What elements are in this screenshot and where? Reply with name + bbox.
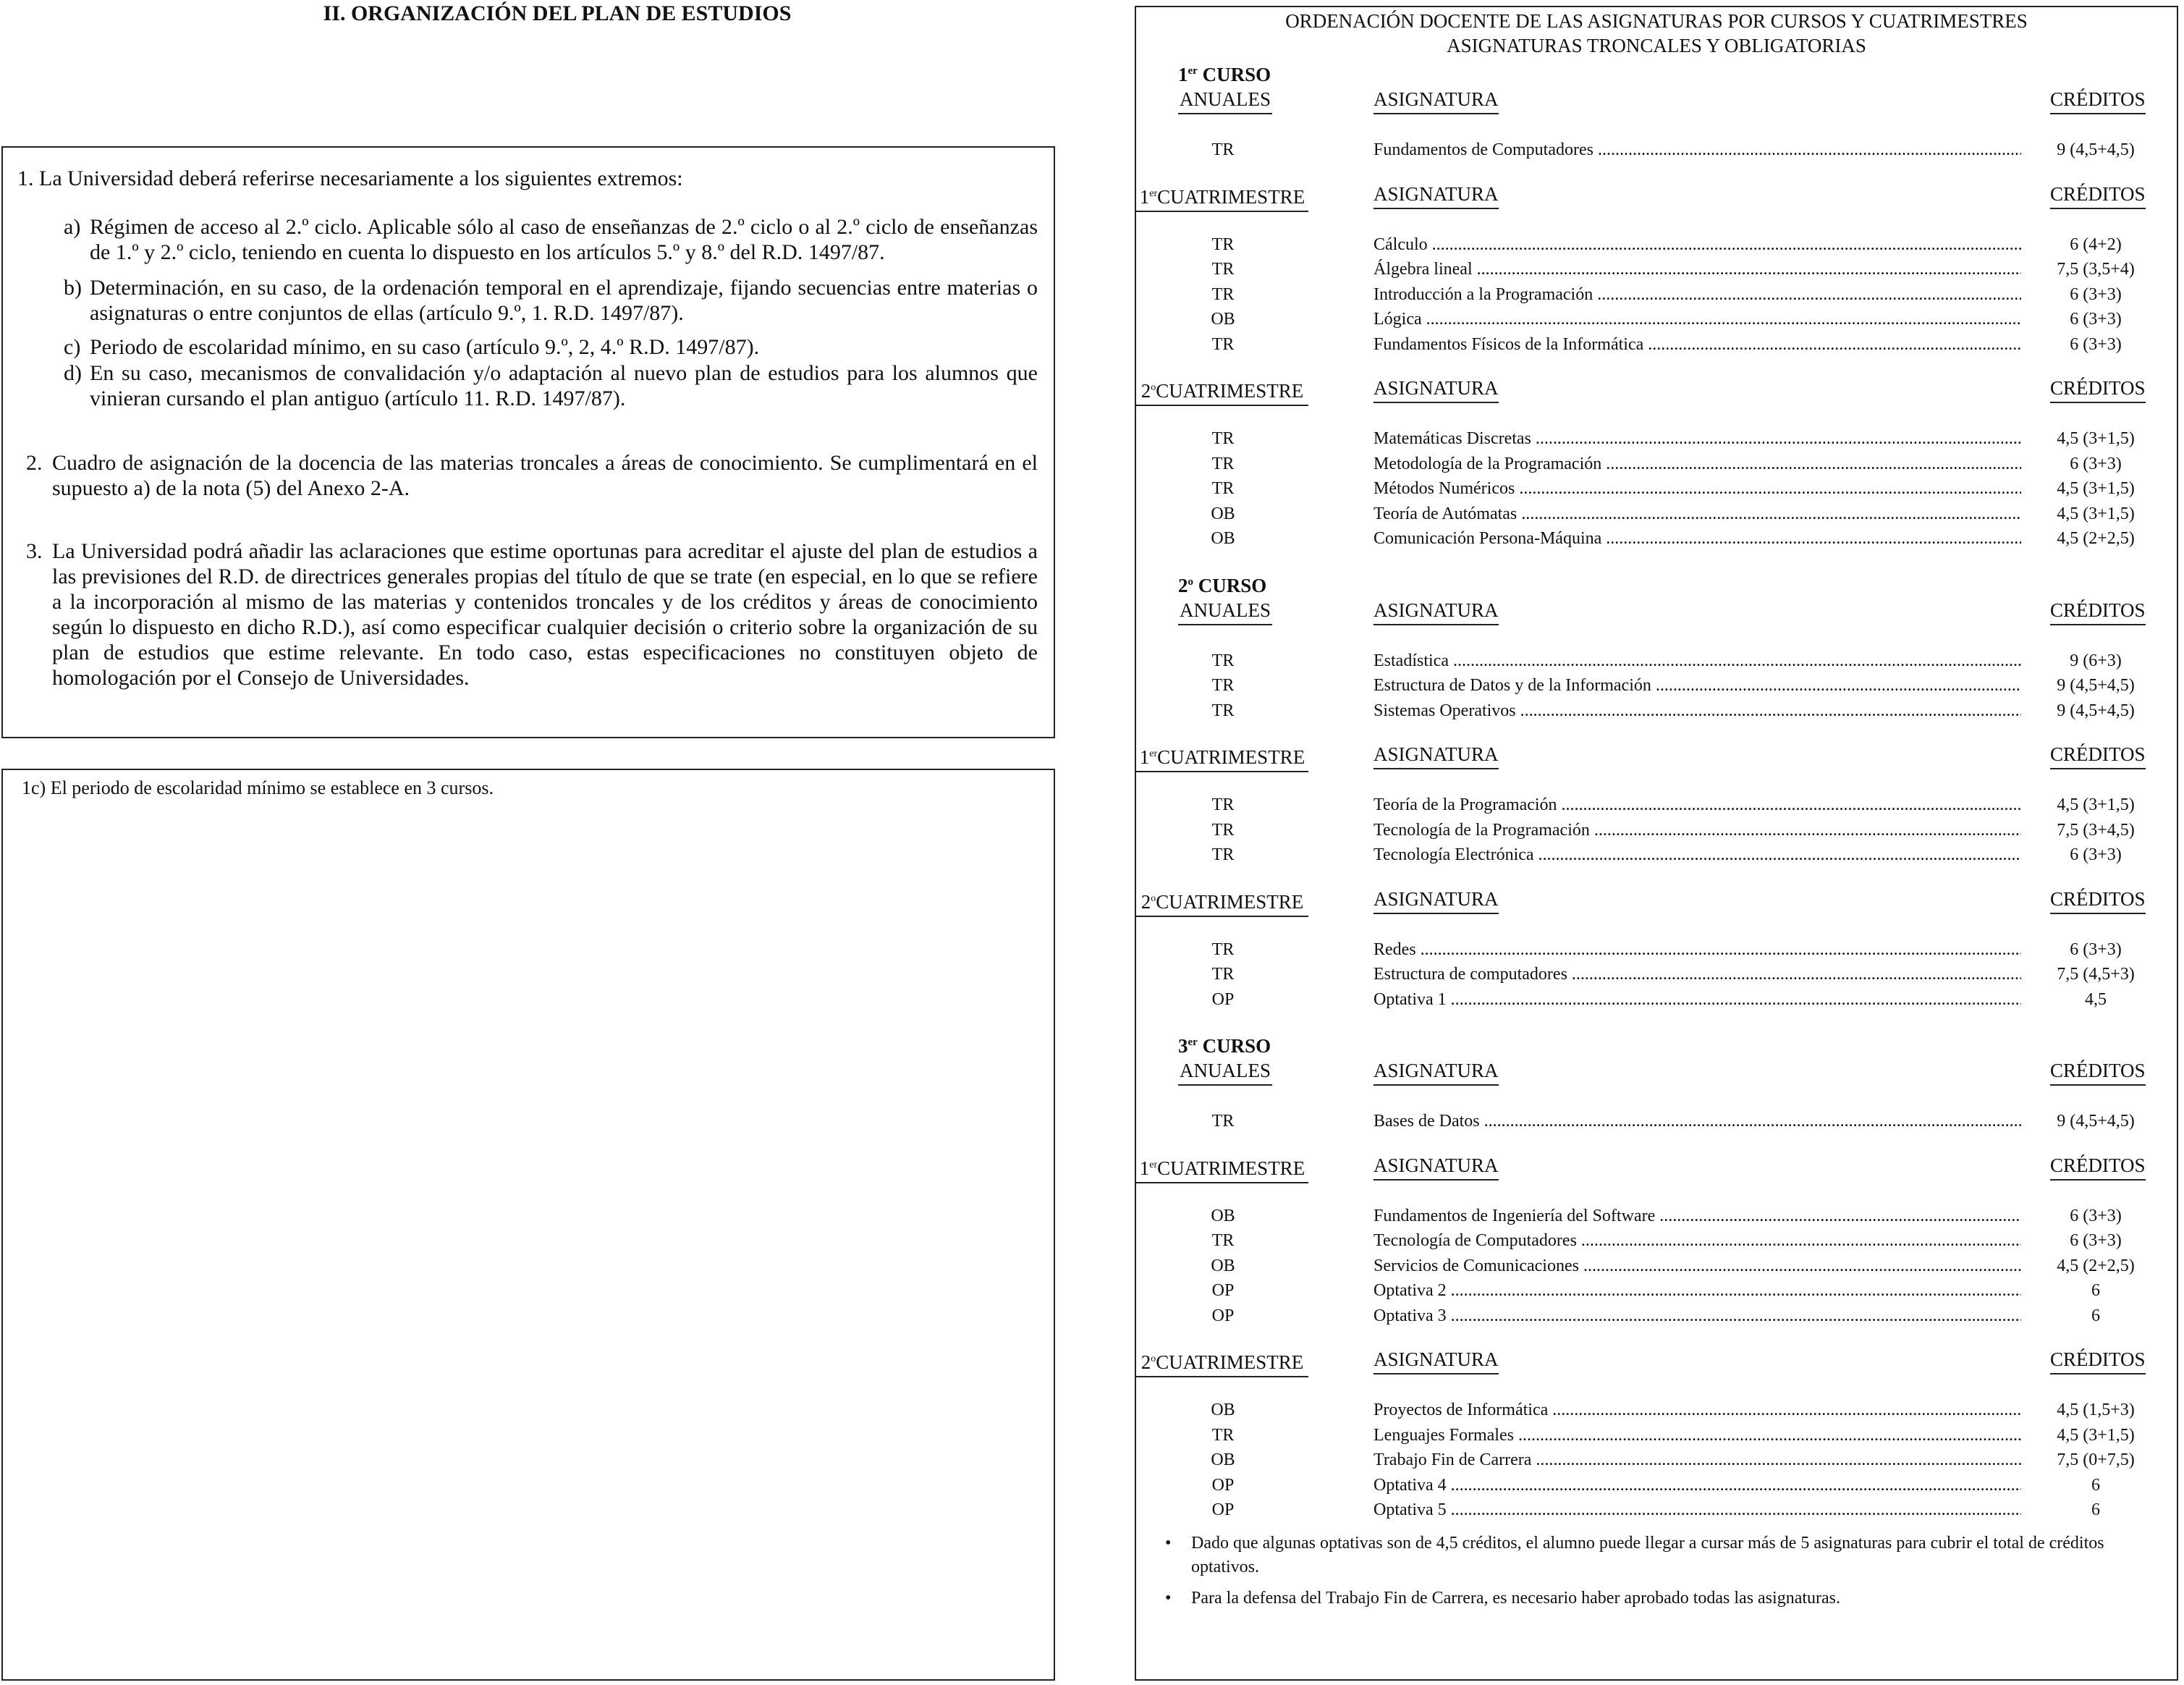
course-credits: 6 (3+3) [2070, 454, 2122, 473]
course-name: Tecnología de la Programación ..... [1374, 818, 2021, 842]
course-name: Introducción a la Programación ..... [1374, 282, 2021, 307]
ordinal-suffix: er [1149, 1159, 1158, 1170]
course-row [1136, 937, 2180, 962]
course-name: Bases de Datos ..... [1374, 1109, 2021, 1133]
course-name: Optativa 2 ..... [1374, 1278, 2021, 1303]
course-row [1136, 673, 2180, 698]
course-credits: 7,5 (4,5+3) [2057, 965, 2135, 984]
course-table-box [1135, 6, 2178, 1681]
course-name: Fundamentos de Computadores ..... [1374, 138, 2021, 162]
course-name: Lenguajes Formales ..... [1374, 1423, 2021, 1448]
period-label: ANUALES [1178, 1060, 1272, 1086]
course-credits: 4,5 (3+1,5) [2057, 504, 2135, 523]
course-credits: 7,5 (0+7,5) [2057, 1450, 2135, 1469]
course-name: Estadística ..... [1374, 649, 2021, 673]
course-row [1136, 842, 2180, 867]
course-type: TR [1211, 429, 1235, 448]
note-label: 3. [26, 539, 43, 563]
course-name: Cálculo ..... [1374, 232, 2021, 257]
note-item-3 [26, 539, 1038, 691]
period-label: 2$^o$CUATRIMESTRE [1136, 888, 1308, 917]
column-header-asignatura: ASIGNATURA [1374, 1060, 1499, 1086]
course-type: TR [1211, 965, 1235, 984]
course-row [1136, 1448, 2180, 1472]
course-row [1136, 649, 2180, 673]
course-type: TR [1211, 284, 1235, 304]
bullet-icon: • [1165, 1588, 1172, 1608]
column-header-creditos: CRÉDITOS [2050, 88, 2146, 114]
course-row [1136, 232, 2180, 257]
note-item-2 [26, 450, 1038, 501]
course-name: Sistemas Operativos ..... [1374, 698, 2021, 723]
course-row [1136, 452, 2180, 476]
course-name: Álgebra lineal ..... [1374, 257, 2021, 282]
remarks-box [1, 769, 1055, 1681]
course-type: TR [1211, 260, 1235, 279]
ordinal-suffix: o [1151, 892, 1156, 904]
course-row [1136, 1204, 2180, 1228]
ordinal-suffix: o [1188, 575, 1193, 588]
course-row [1136, 1228, 2180, 1253]
course-type: TR [1211, 701, 1235, 720]
column-header-asignatura: ASIGNATURA [1374, 1348, 1499, 1374]
ordinal-suffix: er [1149, 748, 1158, 759]
column-header-creditos: CRÉDITOS [2050, 599, 2146, 625]
course-type: TR [1211, 676, 1235, 695]
period-label: 2$^o$CUATRIMESTRE [1136, 377, 1308, 406]
note-text: La Universidad podrá añadir las aclaraciones que estime oportunas para acreditar el ajuste del plan de estudios a las previsiones del R.D. de directrices generales propias del título de que se trate (en especial, en lo que se refiere a la incorporación al mismo de las materias y contenidos troncales y de los créditos y áreas de conocimiento según lo dispuesto en dicho R.D.), así como especificar cualquier decisión o criterio sobre la organización de su plan de estudios que estime relevante. En todo caso, estas especificaciones no constituyen objeto de homologación por el Consejo de Universidades. [52, 539, 1038, 690]
course-credits: 4,5 (3+1,5) [2057, 1425, 2135, 1445]
table-subtitle: ASIGNATURAS TRONCALES Y OBLIGATORIAS [1447, 35, 1866, 56]
course-name: Estructura de Datos y de la Información ..... [1374, 673, 2021, 698]
ordinal-suffix: er [1188, 65, 1198, 77]
course-credits: 6 (3+3) [2070, 845, 2122, 864]
column-header-asignatura: ASIGNATURA [1374, 377, 1499, 403]
note-text: Cuadro de asignación de la docencia de las materias troncales a áreas de conocimiento. Se cumplimentará en el supuesto a) de la nota (5) del Anexo 2-A. [52, 451, 1038, 500]
course-row [1136, 138, 2180, 162]
course-credits: 4,5 (2+2,5) [2057, 529, 2135, 548]
course-type: TR [1211, 1425, 1235, 1445]
course-credits: 6 [2091, 1500, 2100, 1519]
course-type: TR [1211, 845, 1235, 864]
course-type: TR [1211, 479, 1235, 498]
bullet-icon: • [1165, 1533, 1172, 1553]
remark-text: 1c) El periodo de escolaridad mínimo se establece en 3 cursos. [22, 777, 494, 798]
column-header-creditos: CRÉDITOS [2050, 377, 2146, 403]
course-row [1136, 1254, 2180, 1278]
page-title: II. ORGANIZACIÓN DEL PLAN DE ESTUDIOS [323, 1, 792, 25]
course-name: Servicios de Comunicaciones ..... [1374, 1254, 2021, 1278]
course-credits: 4,5 (3+1,5) [2057, 429, 2135, 448]
course-credits: 4,5 [2085, 989, 2107, 1009]
course-row [1136, 962, 2180, 987]
course-table [1136, 7, 2180, 1682]
course-credits: 6 (3+3) [2070, 939, 2122, 959]
course-type: TR [1211, 334, 1235, 354]
note-label: b) [64, 276, 82, 300]
column-header-asignatura: ASIGNATURA [1374, 743, 1499, 769]
period-label: ANUALES [1178, 599, 1272, 625]
course-year-heading: 2$^o$ CURSO [1178, 574, 1267, 596]
course-row [1136, 793, 2180, 817]
course-credits: 6 [2091, 1306, 2100, 1325]
table-title: ORDENACIÓN DOCENTE DE LAS ASIGNATURAS POR CURSOS Y CUATRIMESTRES [1285, 10, 2028, 32]
course-name: Tecnología de Computadores ..... [1374, 1228, 2021, 1253]
course-row [1136, 526, 2180, 551]
course-credits: 4,5 (2+2,5) [2057, 1256, 2135, 1275]
course-type: TR [1211, 454, 1235, 473]
column-header-creditos: CRÉDITOS [2050, 1060, 2146, 1086]
note-label: 2. [26, 451, 43, 475]
course-row [1136, 1498, 2180, 1522]
course-credits: 9 (4,5+4,5) [2057, 676, 2135, 695]
course-row [1136, 1304, 2180, 1328]
note-item-b [64, 275, 1038, 326]
course-credits: 9 (4,5+4,5) [2057, 140, 2135, 159]
instructions-box [1, 146, 1055, 738]
course-credits: 6 (3+3) [2070, 1231, 2122, 1250]
note-text: Régimen de acceso al 2.º ciclo. Aplicable sólo al caso de enseñanzas de 2.º ciclo o al 2.º ciclo de enseñanzas de 1.º y 2.º ciclo, teniendo en cuenta lo dispuesto en los artículos 5.º y 8.º del R.D. 1497/87. [90, 215, 1038, 264]
course-type: TR [1211, 235, 1235, 254]
course-row [1136, 1278, 2180, 1303]
course-row [1136, 987, 2180, 1012]
column-header-creditos: CRÉDITOS [2050, 1348, 2146, 1374]
course-credits: 9 (6+3) [2070, 651, 2122, 670]
ordinal-suffix: er [1149, 187, 1158, 199]
column-header-asignatura: ASIGNATURA [1374, 1154, 1499, 1181]
period-label: 1erCUATRIMESTRE [1136, 1154, 1308, 1183]
course-type: OP [1211, 1475, 1235, 1495]
note-item-a [64, 214, 1038, 265]
course-type: OB [1211, 504, 1235, 523]
course-credits: 6 (3+3) [2070, 1206, 2122, 1225]
course-name: Optativa 4 ..... [1374, 1473, 2021, 1498]
course-row [1136, 1109, 2180, 1133]
note-label: d) [64, 361, 82, 385]
course-credits: 4,5 (3+1,5) [2057, 479, 2135, 498]
course-credits: 9 (4,5+4,5) [2057, 1112, 2135, 1131]
course-name: Optativa 1 ..... [1374, 987, 2021, 1012]
course-type: TR [1211, 1231, 1235, 1250]
course-row [1136, 332, 2180, 357]
course-row [1136, 257, 2180, 282]
course-row [1136, 1423, 2180, 1448]
course-name: Métodos Numéricos ..... [1374, 476, 2021, 501]
course-name: Teoría de la Programación ..... [1374, 793, 2021, 817]
note-label: c) [64, 335, 81, 359]
ordinal-suffix: o [1151, 1354, 1156, 1364]
course-name: Fundamentos Físicos de la Informática ..... [1374, 332, 2021, 357]
course-name: Optativa 3 ..... [1374, 1304, 2021, 1328]
course-type: TR [1211, 140, 1235, 159]
footnote-text: Para la defensa del Trabajo Fin de Carrera, es necesario haber aprobado todas las asignaturas. [1191, 1588, 1841, 1608]
note-item-c [64, 334, 1038, 360]
course-type: OB [1211, 1206, 1235, 1225]
course-row [1136, 426, 2180, 451]
course-type: OP [1211, 1500, 1235, 1519]
period-label: 2$^o$CUATRIMESTRE [1136, 1348, 1308, 1377]
column-header-creditos: CRÉDITOS [2050, 183, 2146, 209]
course-credits: 6 (4+2) [2070, 235, 2122, 254]
course-row [1136, 282, 2180, 307]
course-name: Trabajo Fin de Carrera ..... [1374, 1448, 2021, 1472]
course-type: OP [1211, 989, 1235, 1009]
course-name: Tecnología Electrónica ..... [1374, 842, 2021, 867]
column-header-asignatura: ASIGNATURA [1374, 183, 1499, 209]
course-name: Matemáticas Discretas ..... [1374, 426, 2021, 451]
course-credits: 7,5 (3,5+4) [2057, 260, 2135, 279]
course-type: TR [1211, 1112, 1235, 1131]
course-name: Comunicación Persona-Máquina ..... [1374, 526, 2021, 551]
course-name: Redes ..... [1374, 937, 2021, 962]
ordinal-suffix: o [1151, 382, 1156, 393]
course-type: OB [1211, 1256, 1235, 1275]
course-row [1136, 818, 2180, 842]
course-row [1136, 476, 2180, 501]
course-name: Teoría de Autómatas ..... [1374, 502, 2021, 526]
note-label: a) [64, 215, 81, 239]
course-name: Optativa 5 ..... [1374, 1498, 2021, 1522]
course-name: Lógica ..... [1374, 307, 2021, 331]
course-name: Proyectos de Informática ..... [1374, 1398, 2021, 1422]
course-type: TR [1211, 820, 1235, 840]
course-type: TR [1211, 651, 1235, 670]
column-header-creditos: CRÉDITOS [2050, 888, 2146, 914]
note-item-d [64, 360, 1038, 411]
note-text: Periodo de escolaridad mínimo, en su caso (artículo 9.º, 2, 4.º R.D. 1497/87). [90, 335, 760, 359]
course-credits: 6 (3+3) [2070, 284, 2122, 304]
course-credits: 4,5 (1,5+3) [2057, 1401, 2135, 1419]
column-header-asignatura: ASIGNATURA [1374, 888, 1499, 914]
column-header-creditos: CRÉDITOS [2050, 743, 2146, 769]
instructions-intro: 1. La Universidad deberá referirse necesariamente a los siguientes extremos: [17, 166, 683, 190]
course-year-heading: 3er CURSO [1178, 1035, 1271, 1057]
column-header-creditos: CRÉDITOS [2050, 1154, 2146, 1181]
course-type: OB [1211, 1450, 1235, 1469]
course-credits: 6 (3+3) [2070, 334, 2122, 354]
course-credits: 6 [2091, 1281, 2100, 1300]
course-name: Estructura de computadores ..... [1374, 962, 2021, 987]
course-row [1136, 307, 2180, 331]
course-row [1136, 698, 2180, 723]
note-text: Determinación, en su caso, de la ordenación temporal en el aprendizaje, fijando secuencias entre materias o asignaturas o entre conjuntos de ellas (artículo 9.º, 1. R.D. 1497/87). [90, 276, 1038, 325]
course-type: TR [1211, 795, 1235, 814]
course-credits: 9 (4,5+4,5) [2057, 701, 2135, 720]
footnote-text: Dado que algunas optativas son de 4,5 créditos, el alumno puede llegar a cursar más de 5 asignaturas para cubrir el total de créditos optativos. [1191, 1533, 2104, 1576]
course-credits: 6 (3+3) [2070, 310, 2122, 329]
course-row [1136, 502, 2180, 526]
column-header-asignatura: ASIGNATURA [1374, 599, 1499, 625]
course-type: TR [1211, 939, 1235, 959]
course-credits: 7,5 (3+4,5) [2057, 820, 2135, 840]
period-label: 1erCUATRIMESTRE [1136, 743, 1308, 772]
period-label: ANUALES [1178, 88, 1272, 114]
course-year-heading: 1er CURSO [1178, 64, 1271, 85]
course-type: OB [1211, 1401, 1235, 1419]
course-credits: 6 [2091, 1475, 2100, 1495]
course-type: OP [1211, 1281, 1235, 1300]
course-type: OP [1211, 1306, 1235, 1325]
course-type: OB [1211, 310, 1235, 329]
note-text: En su caso, mecanismos de convalidación y/o adaptación al nuevo plan de estudios para los alumnos que vinieran cursando el plan antiguo (artículo 11. R.D. 1497/87). [90, 361, 1038, 410]
column-header-asignatura: ASIGNATURA [1374, 88, 1499, 114]
course-row [1136, 1398, 2180, 1422]
course-name: Metodología de la Programación ..... [1374, 452, 2021, 476]
course-row [1136, 1473, 2180, 1498]
period-label: 1erCUATRIMESTRE [1136, 183, 1308, 212]
course-name: Fundamentos de Ingeniería del Software ..... [1374, 1204, 2021, 1228]
ordinal-suffix: er [1188, 1036, 1198, 1048]
course-credits: 4,5 (3+1,5) [2057, 795, 2135, 814]
course-type: OB [1211, 529, 1235, 548]
